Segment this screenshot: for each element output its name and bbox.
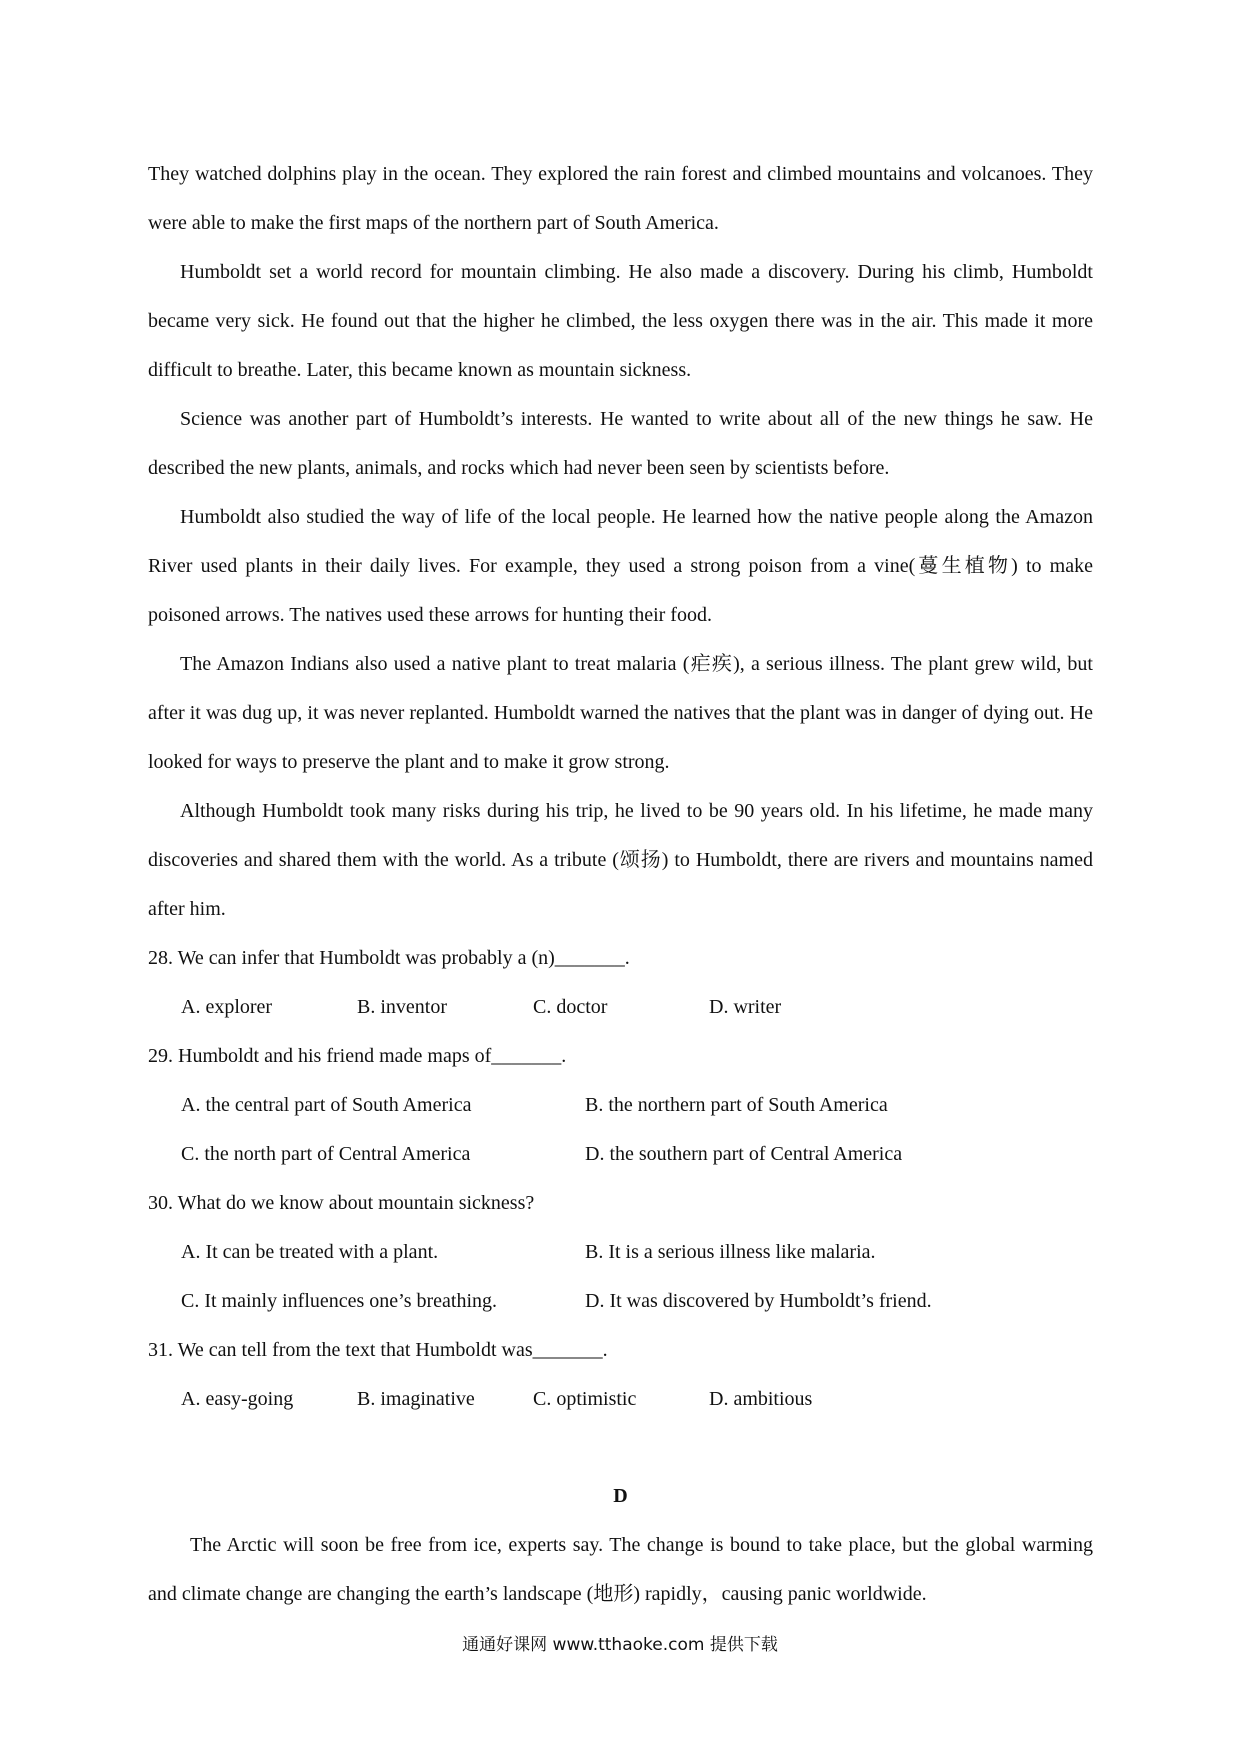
question-30: [148, 1179, 1093, 1326]
paragraph-c-5: The Amazon Indians also used a native plant to treat malaria (疟疾), a serious illness. The plant grew wild, but after it was dug up, it was never replanted. Humboldt warned the natives that the plant was in danger of dying out. He looked for ways to preserve the plant and to make it grow strong.: [148, 653, 1093, 773]
option-a: A. It can be treated with a plant.: [181, 1241, 439, 1263]
paragraph-d-1: The Arctic will soon be free from ice, experts say. The change is bound to take place, but the global warming and climate change are changing the earth’s landscape (地形) rapidly，causing panic worldwide.: [148, 1534, 1093, 1605]
question-31: [148, 1326, 1093, 1424]
option-row: [148, 1081, 1093, 1130]
question-stem: 28. We can infer that Humboldt was probably a (n)_______.: [148, 947, 630, 969]
option-d: D. It was discovered by Humboldt’s friend.: [585, 1290, 932, 1312]
section-heading: D: [613, 1485, 628, 1507]
option-d: D. ambitious: [709, 1388, 813, 1410]
paragraph-c-2: Humboldt set a world record for mountain climbing. He also made a discovery. During his climb, Humboldt became very sick. He found out that the higher he climbed, the less oxygen there was in the air. This made it more difficult to breathe. Later, this became known as mountain sickness.: [148, 261, 1093, 381]
option-b: B. the northern part of South America: [585, 1094, 888, 1116]
option-b: B. imaginative: [357, 1388, 475, 1410]
question-29: [148, 1032, 1093, 1179]
option-a: A. explorer: [181, 996, 273, 1018]
page-footer: 通通好课网 www.tthaoke.com 提供下载: [462, 1635, 778, 1655]
paragraph-c-3: Science was another part of Humboldt’s interests. He wanted to write about all of the new things he saw. He described the new plants, animals, and rocks which had never been seen by scientists before.: [148, 408, 1093, 479]
question-stem: 29. Humboldt and his friend made maps of_______.: [148, 1045, 567, 1067]
option-c: C. doctor: [533, 996, 608, 1018]
option-c: C. optimistic: [533, 1388, 637, 1410]
paragraph-c-6: Although Humboldt took many risks during his trip, he lived to be 90 years old. In his lifetime, he made many discoveries and shared them with the world. As a tribute (颂扬) to Humboldt, there are rivers and mountains named after him.: [148, 800, 1093, 920]
question-stem: 31. We can tell from the text that Humboldt was_______.: [148, 1339, 608, 1361]
option-row: [148, 1375, 1093, 1424]
document-page: [148, 150, 1093, 1619]
option-c: C. the north part of Central America: [181, 1143, 471, 1165]
question-stem: 30. What do we know about mountain sickness?: [148, 1192, 535, 1214]
option-row: [148, 1228, 1093, 1277]
paragraph-c-4: Humboldt also studied the way of life of the local people. He learned how the native people along the Amazon River used plants in their daily lives. For example, they used a strong poison from a vine(蔓生植物) to make poisoned arrows. The natives used these arrows for hunting their food.: [148, 506, 1093, 626]
option-c: C. It mainly influences one’s breathing.: [181, 1290, 498, 1312]
option-b: B. inventor: [357, 996, 447, 1018]
option-d: D. writer: [709, 996, 782, 1018]
paragraph-c-1: They watched dolphins play in the ocean. They explored the rain forest and climbed mountains and volcanoes. They were able to make the first maps of the northern part of South America.: [148, 163, 1093, 234]
option-row: [148, 983, 1093, 1032]
option-row: [148, 1277, 1093, 1326]
option-a: A. easy-going: [181, 1388, 294, 1410]
option-row: [148, 1130, 1093, 1179]
option-d: D. the southern part of Central America: [585, 1143, 903, 1165]
question-28: [148, 934, 1093, 1032]
option-b: B. It is a serious illness like malaria.: [585, 1241, 876, 1263]
option-a: A. the central part of South America: [181, 1094, 472, 1116]
